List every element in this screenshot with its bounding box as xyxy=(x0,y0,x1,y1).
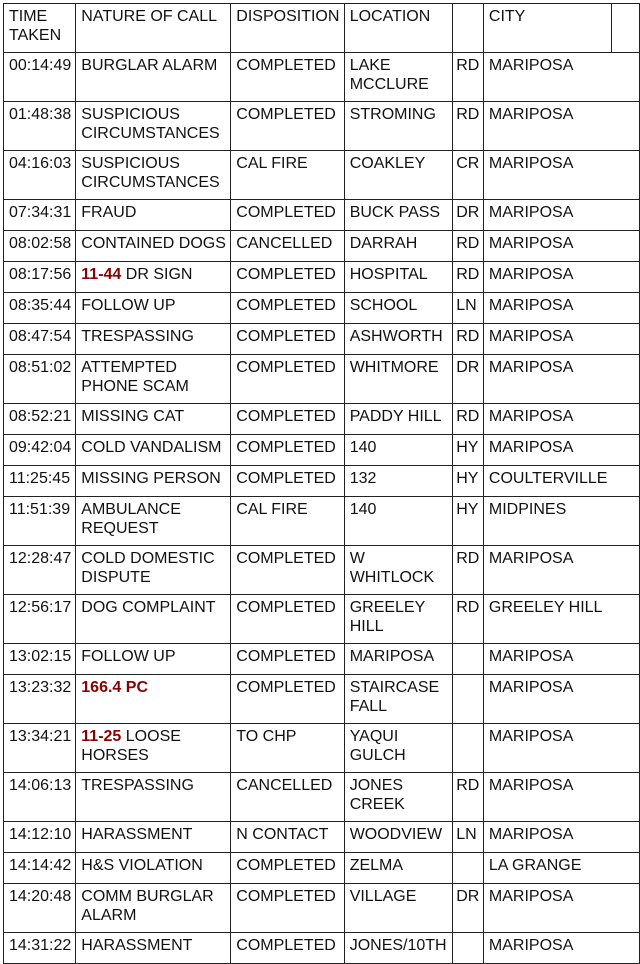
city-cell: MARIPOSA xyxy=(483,262,611,293)
table-row xyxy=(4,231,640,262)
call-log-table xyxy=(3,3,640,964)
suffix-cell: HY xyxy=(453,466,484,497)
extra-cell xyxy=(611,262,639,293)
suffix-cell: HY xyxy=(453,497,484,546)
location-cell: YAQUI GULCH xyxy=(344,724,453,773)
time-cell: 13:02:15 xyxy=(4,644,76,675)
suffix-cell: HY xyxy=(453,435,484,466)
time-cell: 11:51:39 xyxy=(4,497,76,546)
disposition-cell: COMPLETED xyxy=(231,404,344,435)
nature-text: MISSING CAT xyxy=(81,408,185,425)
disposition-cell: COMPLETED xyxy=(231,435,344,466)
nature-text: COMM BURGLAR ALARM xyxy=(81,888,214,924)
location-cell: 140 xyxy=(344,435,453,466)
time-cell: 08:02:58 xyxy=(4,231,76,262)
table-row xyxy=(4,151,640,200)
city-cell: MARIPOSA xyxy=(483,293,611,324)
header-disposition: DISPOSITION xyxy=(231,4,344,53)
table-row xyxy=(4,262,640,293)
city-cell: MARIPOSA xyxy=(483,53,611,102)
extra-cell xyxy=(611,53,639,102)
time-cell: 13:34:21 xyxy=(4,724,76,773)
nature-text: SUSPICIOUS CIRCUMSTANCES xyxy=(81,155,220,191)
header-suffix xyxy=(453,4,484,53)
time-cell: 08:47:54 xyxy=(4,324,76,355)
table-row xyxy=(4,933,640,964)
suffix-cell: LN xyxy=(453,293,484,324)
time-cell: 04:16:03 xyxy=(4,151,76,200)
city-cell: MARIPOSA xyxy=(483,231,611,262)
city-cell: MARIPOSA xyxy=(483,200,611,231)
disposition-cell: COMPLETED xyxy=(231,262,344,293)
time-cell: 11:25:45 xyxy=(4,466,76,497)
nature-text: FOLLOW UP xyxy=(81,297,176,314)
time-cell: 00:14:49 xyxy=(4,53,76,102)
city-cell: MARIPOSA xyxy=(483,933,611,964)
time-cell: 12:28:47 xyxy=(4,546,76,595)
location-cell: STAIRCASE FALL xyxy=(344,675,453,724)
nature-cell xyxy=(76,644,231,675)
nature-cell xyxy=(76,724,231,773)
disposition-cell: COMPLETED xyxy=(231,466,344,497)
disposition-cell: COMPLETED xyxy=(231,853,344,884)
nature-text: H&S VIOLATION xyxy=(81,857,203,874)
time-cell: 07:34:31 xyxy=(4,200,76,231)
nature-text: TRESPASSING xyxy=(81,328,194,345)
nature-cell xyxy=(76,151,231,200)
nature-text: SUSPICIOUS CIRCUMSTANCES xyxy=(81,106,220,142)
time-cell: 01:48:38 xyxy=(4,102,76,151)
suffix-cell: RD xyxy=(453,102,484,151)
suffix-cell xyxy=(453,675,484,724)
location-cell: WOODVIEW xyxy=(344,822,453,853)
disposition-cell: CANCELLED xyxy=(231,231,344,262)
extra-cell xyxy=(611,822,639,853)
nature-cell xyxy=(76,546,231,595)
city-cell: MARIPOSA xyxy=(483,822,611,853)
time-cell: 09:42:04 xyxy=(4,435,76,466)
table-row xyxy=(4,497,640,546)
city-cell: MARIPOSA xyxy=(483,675,611,724)
location-cell: VILLAGE xyxy=(344,884,453,933)
disposition-cell: COMPLETED xyxy=(231,355,344,404)
disposition-cell: COMPLETED xyxy=(231,200,344,231)
suffix-cell: RD xyxy=(453,546,484,595)
disposition-cell: COMPLETED xyxy=(231,293,344,324)
table-row xyxy=(4,546,640,595)
disposition-cell: CAL FIRE xyxy=(231,151,344,200)
suffix-cell: DR xyxy=(453,884,484,933)
suffix-cell xyxy=(453,933,484,964)
disposition-cell: CANCELLED xyxy=(231,773,344,822)
header-city: CITY xyxy=(483,4,611,53)
nature-text: DOG COMPLAINT xyxy=(81,599,216,616)
extra-cell xyxy=(611,466,639,497)
location-cell: LAKE MCCLURE xyxy=(344,53,453,102)
extra-cell xyxy=(611,435,639,466)
header-time-taken: TIME TAKEN xyxy=(4,4,76,53)
table-row xyxy=(4,355,640,404)
time-cell: 14:20:48 xyxy=(4,884,76,933)
location-cell: SCHOOL xyxy=(344,293,453,324)
extra-cell xyxy=(611,151,639,200)
nature-cell xyxy=(76,231,231,262)
table-row xyxy=(4,293,640,324)
extra-cell xyxy=(611,404,639,435)
suffix-cell: CR xyxy=(453,151,484,200)
disposition-cell: TO CHP xyxy=(231,724,344,773)
nature-cell xyxy=(76,853,231,884)
disposition-cell: COMPLETED xyxy=(231,102,344,151)
extra-cell xyxy=(611,497,639,546)
city-cell: LA GRANGE xyxy=(483,853,611,884)
extra-cell xyxy=(611,595,639,644)
nature-text: BURGLAR ALARM xyxy=(81,57,218,74)
time-cell: 12:56:17 xyxy=(4,595,76,644)
location-cell: ZELMA xyxy=(344,853,453,884)
disposition-cell: COMPLETED xyxy=(231,324,344,355)
time-cell: 08:17:56 xyxy=(4,262,76,293)
time-cell: 08:51:02 xyxy=(4,355,76,404)
extra-cell xyxy=(611,324,639,355)
header-row xyxy=(4,4,640,53)
time-cell: 14:12:10 xyxy=(4,822,76,853)
nature-text: DR SIGN xyxy=(125,266,193,283)
suffix-cell: RD xyxy=(453,595,484,644)
location-cell: DARRAH xyxy=(344,231,453,262)
location-cell: JONES/10TH xyxy=(344,933,453,964)
suffix-cell xyxy=(453,724,484,773)
suffix-cell: RD xyxy=(453,404,484,435)
nature-cell xyxy=(76,324,231,355)
location-cell: JONES CREEK xyxy=(344,773,453,822)
city-cell: MARIPOSA xyxy=(483,546,611,595)
suffix-cell: RD xyxy=(453,262,484,293)
table-row xyxy=(4,595,640,644)
nature-cell xyxy=(76,404,231,435)
nature-text: LOOSE HORSES xyxy=(81,728,181,764)
disposition-cell: COMPLETED xyxy=(231,675,344,724)
nature-text: CONTAINED DOGS xyxy=(81,235,226,252)
nature-cell xyxy=(76,53,231,102)
nature-text: HARASSMENT xyxy=(81,826,193,843)
city-cell: MARIPOSA xyxy=(483,404,611,435)
suffix-cell xyxy=(453,853,484,884)
table-row xyxy=(4,404,640,435)
disposition-cell: COMPLETED xyxy=(231,884,344,933)
header-extra xyxy=(611,4,639,53)
city-cell: MARIPOSA xyxy=(483,102,611,151)
disposition-cell: N CONTACT xyxy=(231,822,344,853)
nature-text: FRAUD xyxy=(81,204,137,221)
nature-cell xyxy=(76,262,231,293)
table-row xyxy=(4,822,640,853)
time-cell: 08:35:44 xyxy=(4,293,76,324)
extra-cell xyxy=(611,355,639,404)
nature-text: FOLLOW UP xyxy=(81,648,176,665)
nature-cell xyxy=(76,497,231,546)
disposition-cell: COMPLETED xyxy=(231,53,344,102)
suffix-cell: DR xyxy=(453,355,484,404)
location-cell: GREELEY HILL xyxy=(344,595,453,644)
nature-cell xyxy=(76,675,231,724)
location-cell: STROMING xyxy=(344,102,453,151)
location-cell: PADDY HILL xyxy=(344,404,453,435)
disposition-cell: COMPLETED xyxy=(231,933,344,964)
location-cell: BUCK PASS xyxy=(344,200,453,231)
nature-cell xyxy=(76,466,231,497)
suffix-cell: RD xyxy=(453,324,484,355)
location-cell: 132 xyxy=(344,466,453,497)
nature-text: ATTEMPTED PHONE SCAM xyxy=(81,359,189,395)
city-cell: MARIPOSA xyxy=(483,355,611,404)
disposition-cell: CAL FIRE xyxy=(231,497,344,546)
extra-cell xyxy=(611,231,639,262)
ordinance-code: 166.4 PC xyxy=(81,679,148,696)
extra-cell xyxy=(611,644,639,675)
city-cell: MARIPOSA xyxy=(483,724,611,773)
table-row xyxy=(4,644,640,675)
location-cell: WHITMORE xyxy=(344,355,453,404)
table-row xyxy=(4,53,640,102)
suffix-cell xyxy=(453,644,484,675)
table-row xyxy=(4,724,640,773)
location-cell: ASHWORTH xyxy=(344,324,453,355)
nature-text: HARASSMENT xyxy=(81,937,193,954)
table-row xyxy=(4,884,640,933)
nature-cell xyxy=(76,293,231,324)
city-cell: MARIPOSA xyxy=(483,884,611,933)
table-row xyxy=(4,466,640,497)
table-row xyxy=(4,102,640,151)
suffix-cell: DR xyxy=(453,200,484,231)
location-cell: MARIPOSA xyxy=(344,644,453,675)
nature-text: COLD DOMESTIC DISPUTE xyxy=(81,550,215,586)
city-cell: MIDPINES xyxy=(483,497,611,546)
table-row xyxy=(4,324,640,355)
time-cell: 08:52:21 xyxy=(4,404,76,435)
nature-text: COLD VANDALISM xyxy=(81,439,222,456)
nature-text: MISSING PERSON xyxy=(81,470,221,487)
disposition-cell: COMPLETED xyxy=(231,644,344,675)
city-cell: GREELEY HILL xyxy=(483,595,611,644)
city-cell: MARIPOSA xyxy=(483,644,611,675)
nature-cell xyxy=(76,773,231,822)
extra-cell xyxy=(611,773,639,822)
nature-cell xyxy=(76,102,231,151)
extra-cell xyxy=(611,675,639,724)
nature-cell xyxy=(76,933,231,964)
table-row xyxy=(4,675,640,724)
header-location: LOCATION xyxy=(344,4,453,53)
disposition-cell: COMPLETED xyxy=(231,546,344,595)
city-cell: MARIPOSA xyxy=(483,773,611,822)
city-cell: MARIPOSA xyxy=(483,324,611,355)
table-row xyxy=(4,200,640,231)
time-cell: 13:23:32 xyxy=(4,675,76,724)
extra-cell xyxy=(611,200,639,231)
time-cell: 14:14:42 xyxy=(4,853,76,884)
city-cell: COULTERVILLE xyxy=(483,466,611,497)
suffix-cell: RD xyxy=(453,53,484,102)
city-cell: MARIPOSA xyxy=(483,435,611,466)
suffix-cell: RD xyxy=(453,773,484,822)
table-row xyxy=(4,853,640,884)
suffix-cell: RD xyxy=(453,231,484,262)
table-row xyxy=(4,773,640,822)
nature-cell xyxy=(76,200,231,231)
nature-text: AMBULANCE REQUEST xyxy=(81,501,181,537)
nature-cell xyxy=(76,595,231,644)
disposition-cell: COMPLETED xyxy=(231,595,344,644)
nature-cell xyxy=(76,355,231,404)
location-cell: HOSPITAL xyxy=(344,262,453,293)
nature-cell xyxy=(76,435,231,466)
extra-cell xyxy=(611,102,639,151)
extra-cell xyxy=(611,724,639,773)
nature-text: TRESPASSING xyxy=(81,777,194,794)
extra-cell xyxy=(611,853,639,884)
location-cell: W WHITLOCK xyxy=(344,546,453,595)
location-cell: COAKLEY xyxy=(344,151,453,200)
extra-cell xyxy=(611,933,639,964)
suffix-cell: LN xyxy=(453,822,484,853)
extra-cell xyxy=(611,884,639,933)
table-row xyxy=(4,435,640,466)
nature-cell xyxy=(76,822,231,853)
time-cell: 14:06:13 xyxy=(4,773,76,822)
header-nature-of-call: NATURE OF CALL xyxy=(76,4,231,53)
nature-cell xyxy=(76,884,231,933)
time-cell: 14:31:22 xyxy=(4,933,76,964)
city-cell: MARIPOSA xyxy=(483,151,611,200)
extra-cell xyxy=(611,293,639,324)
extra-cell xyxy=(611,546,639,595)
ordinance-code: 11-44 xyxy=(81,266,122,283)
ordinance-code: 11-25 xyxy=(81,728,122,745)
location-cell: 140 xyxy=(344,497,453,546)
